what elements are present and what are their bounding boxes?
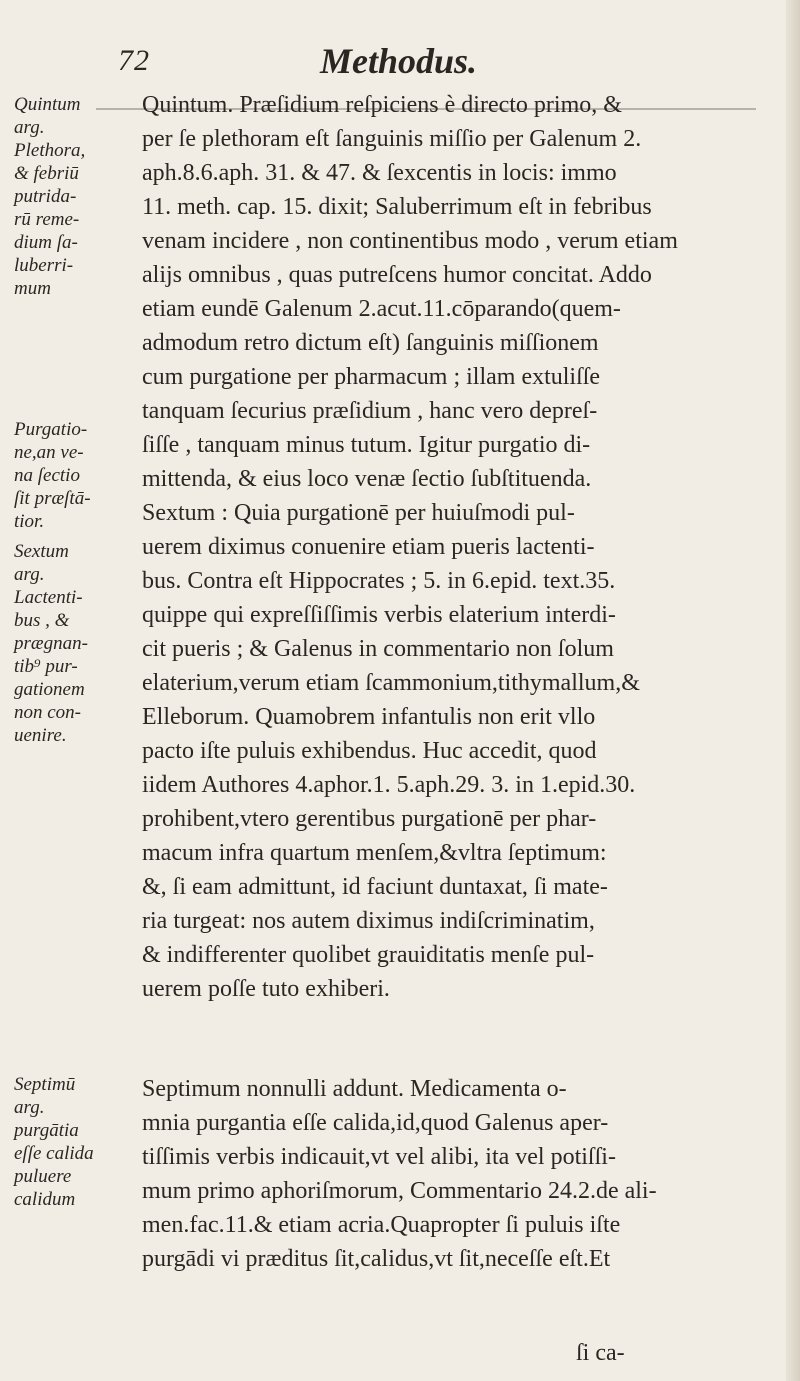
- text-line: ſiſſe , tanquam minus tutum. Igitur purgatio di-: [142, 432, 591, 458]
- text-line: cit pueris ; & Galenus in commentario non ſolum: [142, 636, 614, 662]
- margin-note-line: eſſe calida: [14, 1143, 94, 1164]
- margin-note-line: ſit præſtā-: [14, 488, 91, 509]
- margin-note-line: rū reme-: [14, 209, 80, 230]
- margin-note-line: non con-: [14, 702, 82, 723]
- text-line: admodum retro dictum eſt) ſanguinis miſſionem: [142, 330, 599, 356]
- text-line: uerem diximus conuenire etiam pueris lactenti-: [142, 534, 595, 560]
- text-line: aph.8.6.aph. 31. & 47. & ſexcentis in locis: immo: [142, 160, 617, 186]
- margin-note-line: arg.: [14, 117, 45, 138]
- margin-note-line: prægnan-: [14, 633, 88, 654]
- margin-note-line: tib⁹ pur-: [14, 656, 78, 677]
- margin-note-line: puluere: [14, 1166, 72, 1187]
- margin-note-line: & febriū: [14, 163, 79, 184]
- text-line: etiam eundē Galenum 2.acut.11.cōparando(quem-: [142, 296, 621, 322]
- margin-note-purgatio: [14, 418, 126, 533]
- margin-note-septimum: [14, 1073, 126, 1211]
- margin-note-line: arg.: [14, 1097, 45, 1118]
- text-line: pacto iſte puluis exhibendus. Huc accedit, quod: [142, 738, 597, 764]
- margin-note-line: Sextum: [14, 541, 69, 562]
- margin-note-line: luberri-: [14, 255, 74, 276]
- margin-note-line: Plethora,: [14, 140, 86, 161]
- text-line: elaterium,verum etiam ſcammonium,tithymallum,&: [142, 670, 640, 696]
- catchword: ſi ca-: [576, 1340, 625, 1366]
- margin-note-line: uenire.: [14, 725, 67, 746]
- text-line: mittenda, & eius loco venæ ſectio ſubſtituenda.: [142, 466, 592, 492]
- margin-note-line: Septimū: [14, 1074, 76, 1095]
- margin-note-line: tior.: [14, 511, 45, 532]
- text-line: mnia purgantia eſſe calida,id,quod Galenus aper-: [142, 1110, 609, 1136]
- text-line: alijs omnibus , quas putreſcens humor concitat. Addo: [142, 262, 652, 288]
- text-line: 11. meth. cap. 15. dixit; Saluberrimum eſt in febribus: [142, 194, 652, 220]
- text-line: prohibent,vtero gerentibus purgationē per phar-: [142, 806, 597, 832]
- margin-note-sextum: [14, 540, 126, 747]
- margin-note-line: bus , &: [14, 610, 70, 631]
- text-line: per ſe plethoram eſt ſanguinis miſſio per Galenum 2.: [142, 126, 642, 152]
- margin-note-line: Purgatio-: [14, 419, 88, 440]
- text-line: iidem Authores 4.aphor.1. 5.aph.29. 3. in 1.epid.30.: [142, 772, 636, 798]
- margin-note-line: mum: [14, 278, 51, 299]
- margin-note-line: calidum: [14, 1189, 76, 1210]
- text-line: quippe qui expreſſiſſimis verbis elaterium interdi-: [142, 602, 616, 628]
- text-line: Septimum nonnulli addunt. Medicamenta o-: [142, 1076, 567, 1102]
- running-title: Methodus.: [320, 41, 478, 81]
- text-line: uerem poſſe tuto exhiberi.: [142, 976, 390, 1002]
- page-edge: [786, 0, 800, 1381]
- margin-note-line: na ſectio: [14, 465, 80, 486]
- text-line: cum purgatione per pharmacum ; illam extuliſſe: [142, 364, 601, 390]
- margin-note-line: ne,an ve-: [14, 442, 84, 463]
- text-line: & indifferenter quolibet grauiditatis menſe pul-: [142, 942, 595, 968]
- text-line: tiſſimis verbis indicauit,vt vel alibi, ita vel potiſſi-: [142, 1144, 616, 1170]
- margin-note-quintum: [14, 93, 126, 300]
- text-line: venam incidere , non continentibus modo , verum etiam: [142, 228, 678, 254]
- margin-note-line: putrida-: [14, 186, 77, 207]
- text-line: macum infra quartum menſem,&vltra ſeptimum:: [142, 840, 607, 866]
- text-line: Sextum : Quia purgationē per huiuſmodi pul-: [142, 500, 575, 526]
- text-line: mum primo aphoriſmorum, Commentario 24.2.de ali-: [142, 1178, 657, 1204]
- text-line: bus. Contra eſt Hippocrates ; 5. in 6.epid. text.35.: [142, 568, 616, 594]
- page-number: 72: [118, 44, 150, 77]
- text-line: &, ſi eam admittunt, id faciunt duntaxat, ſi mate-: [142, 874, 608, 900]
- text-line: tanquam ſecurius præſidium , hanc vero depreſ-: [142, 398, 598, 424]
- margin-note-line: Lactenti-: [14, 587, 83, 608]
- margin-column: [14, 0, 126, 1381]
- text-line: ria turgeat: nos autem diximus indiſcriminatim,: [142, 908, 595, 934]
- text-line: men.fac.11.& etiam acria.Quapropter ſi puluis iſte: [142, 1212, 621, 1238]
- text-line: Elleborum. Quamobrem infantulis non erit vllo: [142, 704, 596, 730]
- margin-note-line: gationem: [14, 679, 85, 700]
- text-line: Quintum. Præſidium reſpiciens è directo primo, &: [142, 92, 622, 118]
- margin-note-line: purgātia: [14, 1120, 79, 1141]
- text-line: purgādi vi præditus ſit,calidus,vt ſit,neceſſe eſt.Et: [142, 1246, 611, 1272]
- margin-note-line: dium ſa-: [14, 232, 78, 253]
- margin-note-line: Quintum: [14, 94, 81, 115]
- margin-note-line: arg.: [14, 564, 45, 585]
